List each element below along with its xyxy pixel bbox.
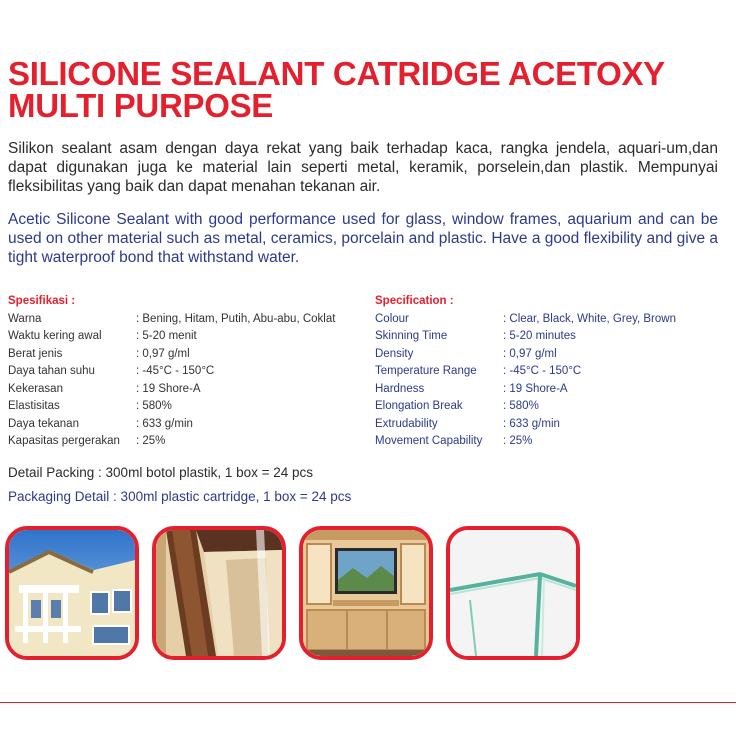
spec-value: : Clear, Black, White, Grey, Brown <box>503 312 676 325</box>
spec-value: : 5-20 minutes <box>503 330 576 342</box>
spec-row <box>8 433 368 451</box>
spec-value: : -45°C - 150°C <box>503 365 582 377</box>
spec-key: Skinning Time <box>375 330 448 342</box>
spec-key: Berat jenis <box>8 347 63 360</box>
description-indonesian: Silikon sealant asam dengan daya rekat yang baik terhadap kaca, rangka jendela, aquari-um,dan dapat digunakan juga ke material lain seperti metal, keramik, porselein,dan plastik. Mempunyai fleksibilitas yang baik dan dapat menahan tekanan air. <box>8 140 718 195</box>
spec-key: Temperature Range <box>375 365 477 377</box>
spec-value: : 580% <box>503 400 539 412</box>
spec-value: : 580% <box>136 400 172 412</box>
spec-key: Warna <box>8 312 42 325</box>
spec-row <box>375 311 730 329</box>
packing-detail-english: Packaging Detail : 300ml plastic cartridge, 1 box = 24 pcs <box>8 489 352 504</box>
spec-row <box>8 363 368 381</box>
spec-value: : 0,97 g/ml <box>136 347 190 360</box>
spec-value: : 19 Shore-A <box>136 382 201 395</box>
spec-value: : 633 g/min <box>503 417 560 430</box>
spec-row <box>375 346 730 364</box>
spec-row <box>375 398 730 416</box>
spec-value: : 19 Shore-A <box>503 382 568 395</box>
spec-value: : 633 g/min <box>136 417 193 430</box>
spec-table-indonesian <box>8 293 368 451</box>
spec-key: Kekerasan <box>8 382 63 395</box>
spec-table-english <box>375 293 730 451</box>
thumbnail-window-frame <box>152 526 286 660</box>
spec-row <box>375 363 730 381</box>
title-line-2: MULTI PURPOSE <box>8 87 273 124</box>
spec-row <box>8 398 368 416</box>
spec-row <box>375 328 730 346</box>
spec-value: : 25% <box>503 435 533 447</box>
spec-heading-indonesian: Spesifikasi : <box>8 295 76 307</box>
spec-value: : 5-20 menit <box>136 330 197 342</box>
bottom-divider <box>0 702 736 703</box>
spec-row <box>8 311 368 329</box>
spec-key: Daya tahan suhu <box>8 365 95 377</box>
description-english: Acetic Silicone Sealant with good performance used for glass, window frames, aquarium and can be used on other material such as metal, ceramics, porcelain and plastic. Have a good flexibility and give a tight waterproof bond that withstand water. <box>8 211 718 266</box>
spec-value: : 0,97 g/ml <box>503 347 557 360</box>
spec-row <box>375 416 730 434</box>
spec-key: Elastisitas <box>8 400 60 412</box>
spec-key: Waktu kering awal <box>8 330 102 342</box>
thumbnail-aquarium-cabinet <box>299 526 433 660</box>
spec-key: Elongation Break <box>375 400 463 412</box>
spec-heading-english: Specification : <box>375 295 454 307</box>
page-title <box>8 55 728 124</box>
spec-value: : -45°C - 150°C <box>136 365 215 377</box>
spec-row <box>375 381 730 399</box>
spec-key: Colour <box>375 312 409 325</box>
spec-row <box>8 328 368 346</box>
spec-row <box>8 346 368 364</box>
spec-row <box>8 416 368 434</box>
spec-key: Movement Capability <box>375 435 483 447</box>
spec-key: Hardness <box>375 382 425 395</box>
spec-key: Extrudability <box>375 417 438 430</box>
spec-key: Density <box>375 347 414 360</box>
title-line-1: SILICONE SEALANT CATRIDGE ACETOXY <box>8 55 665 92</box>
thumbnail-house-facade <box>5 526 139 660</box>
spec-row <box>8 381 368 399</box>
spec-value: : Bening, Hitam, Putih, Abu-abu, Coklat <box>136 312 336 325</box>
spec-key: Daya tekanan <box>8 417 79 430</box>
thumbnail-glass-corner <box>446 526 580 660</box>
spec-value: : 25% <box>136 435 166 447</box>
packing-detail-indonesian: Detail Packing : 300ml botol plastik, 1 box = 24 pcs <box>8 465 314 480</box>
spec-row <box>375 433 730 451</box>
spec-key: Kapasitas pergerakan <box>8 435 120 447</box>
